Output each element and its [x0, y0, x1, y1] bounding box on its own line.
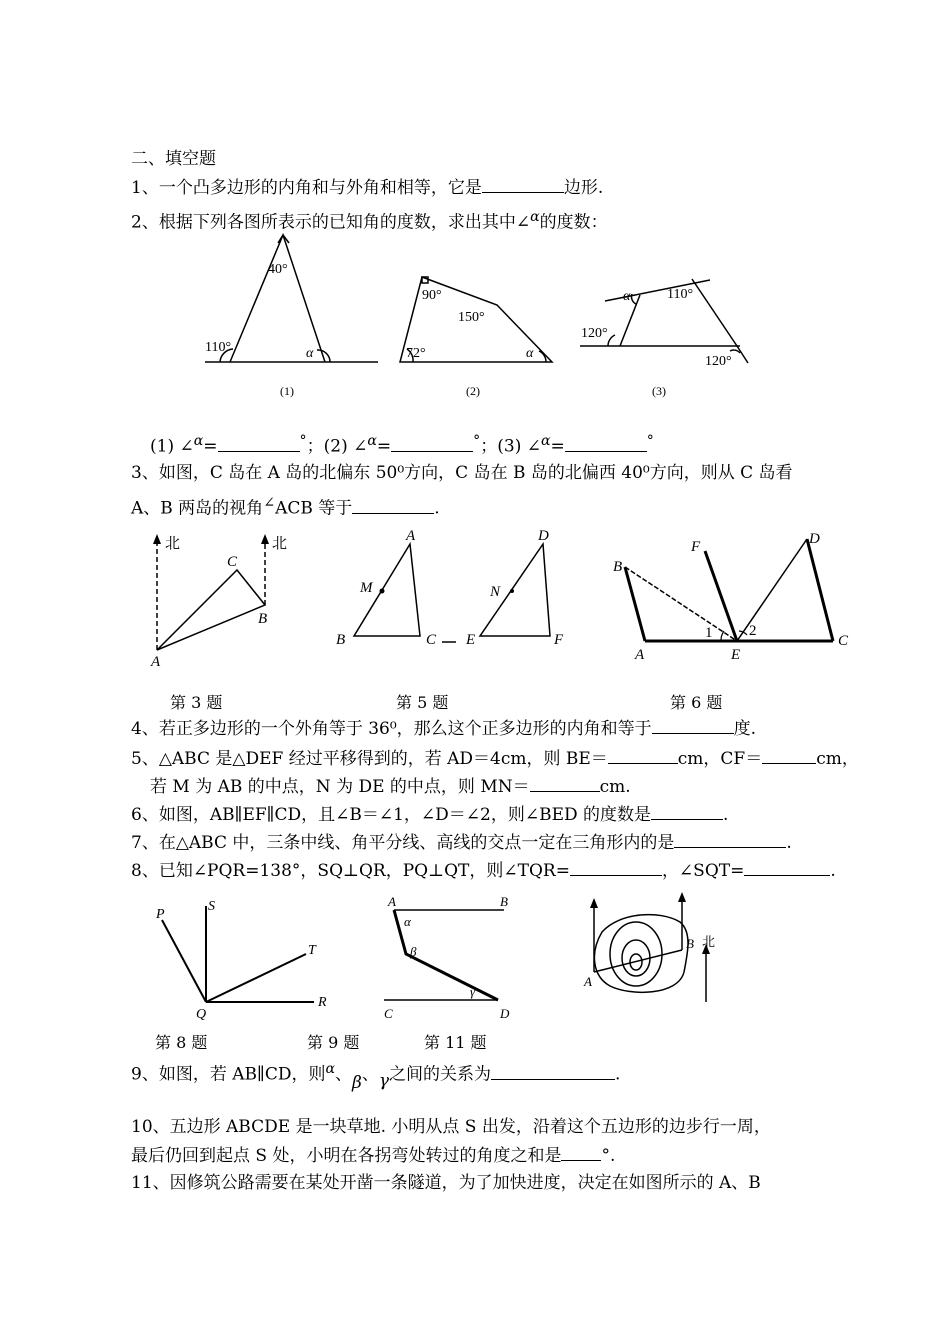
- caption-q8: 第 8 题: [155, 1033, 208, 1052]
- q6-blank[interactable]: [651, 803, 723, 820]
- q7-blank[interactable]: [674, 831, 786, 848]
- question-5-line1: [131, 747, 859, 770]
- q4-suffix: 度.: [733, 719, 757, 739]
- caption-q6: 第 6 题: [670, 693, 723, 712]
- alpha-symbol: α: [540, 433, 551, 449]
- q11-line1: 11、因修筑公路需要在某处开凿一条隧道，为了加快进度，决定在如图所示的 A、B: [131, 1173, 761, 1193]
- q1-text: 1、一个凸多边形的内角和与外角和相等，它是: [131, 178, 482, 198]
- q8-blank-sqt[interactable]: [744, 859, 830, 876]
- alpha-symbol: α: [325, 1061, 336, 1077]
- point-f-label: F: [554, 632, 564, 648]
- q3-line1: 3、如图，C 岛在 A 岛的北偏东 50⁰方向，C 岛在 B 岛的北偏西 40⁰方向，则从 C 岛看: [131, 463, 793, 483]
- q9-text: 9、如图，若 AB∥CD，则: [131, 1064, 326, 1085]
- q3-text-c: ACB 等于: [275, 498, 353, 519]
- point-b-label: B: [686, 936, 694, 951]
- question-8: [131, 859, 836, 882]
- point-d-label: D: [809, 531, 820, 547]
- point-b-label: B: [336, 632, 346, 648]
- north-label: 北: [165, 536, 181, 552]
- fig2-label: α: [623, 289, 631, 304]
- point-s-label: S: [208, 899, 215, 914]
- equals: =: [203, 436, 218, 457]
- degree: °: [299, 433, 307, 449]
- fig2-label: 110°: [205, 340, 232, 355]
- period: .: [615, 1064, 621, 1085]
- alpha-label: α: [404, 914, 411, 929]
- beta-symbol: β: [352, 1072, 362, 1093]
- point-d-label: D: [500, 1006, 510, 1021]
- q6-text: 6、如图，AB∥EF∥CD，且∠B＝∠1，∠D＝∠2，则∠BED 的度数是: [131, 805, 652, 825]
- fig2-label: 120°: [581, 326, 608, 341]
- point-b-label: B: [258, 611, 268, 627]
- q1-blank[interactable]: [482, 176, 564, 193]
- north-label: 北: [272, 536, 288, 552]
- caption-q11: 第 11 题: [424, 1033, 487, 1052]
- q2-text: 2、根据下列各图所表示的已知角的度数，求出其中∠: [131, 212, 531, 233]
- q2-answers: [150, 430, 654, 458]
- beta-label: β: [410, 944, 417, 959]
- figure-q2: [200, 225, 760, 410]
- figure-q9: [380, 892, 520, 1022]
- figure-q5: [330, 520, 590, 660]
- q5-cm1: cm，CF＝: [677, 749, 763, 769]
- point-p-label: P: [156, 907, 165, 922]
- q7-text: 7、在△ABC 中，三条中线、角平分线、高线的交点一定在三角形内的是: [131, 833, 675, 853]
- q10-text: 最后仍回到起点 S 处，小明在各拐弯处转过的角度之和是: [131, 1146, 562, 1166]
- point-a-label: A: [635, 647, 645, 663]
- point-d-label: D: [538, 528, 549, 544]
- q2-blank-1[interactable]: [218, 435, 300, 452]
- gamma-label: γ: [470, 984, 476, 999]
- figure-q3: [135, 520, 315, 670]
- point-f-label: F: [691, 539, 701, 555]
- period: .: [723, 805, 729, 825]
- point-c-label: C: [426, 632, 437, 648]
- separator: 、: [361, 1064, 379, 1085]
- fig2-label: 72°: [406, 346, 426, 361]
- gamma-symbol: γ: [378, 1070, 390, 1091]
- question-5-line2: [150, 775, 631, 798]
- point-m-label: M: [360, 580, 373, 596]
- angle-1-label: 1: [705, 625, 713, 641]
- point-n-label: N: [490, 584, 501, 600]
- north-label: 北: [702, 934, 716, 949]
- point-a-label: A: [151, 654, 161, 670]
- q5-text: 5、△ABC 是△DEF 经过平移得到的，若 AD＝4cm，则 BE＝: [131, 749, 608, 769]
- point-b-label: B: [500, 894, 508, 909]
- figure-q11: [580, 892, 730, 1012]
- point-b-label: B: [613, 559, 623, 575]
- point-a-label: A: [584, 974, 592, 989]
- q3-blank[interactable]: [352, 497, 434, 514]
- figure-q6: [605, 525, 865, 665]
- q4-text: 4、若正多边形的一个外角等于 36⁰，那么这个正多边形的内角和等于: [131, 719, 652, 739]
- degree: °: [646, 433, 654, 449]
- q10-line1: 10、五边形 ABCDE 是一块草地. 小明从点 S 出发，沿着这个五边形的边步行一周，: [131, 1117, 771, 1137]
- alpha-symbol: α: [193, 433, 204, 449]
- caption-q3: 第 3 题: [170, 693, 223, 712]
- q5-text2: 若 M 为 AB 的中点，N 为 DE 的中点，则 MN＝: [150, 777, 530, 797]
- point-a-label: A: [406, 528, 416, 544]
- fig2-label: 120°: [705, 354, 732, 369]
- question-1: [131, 176, 603, 199]
- q8-text: 8、已知∠PQR=138°，SQ⊥QR，PQ⊥QT，则∠TQR=: [131, 861, 570, 881]
- fig2-label: α: [526, 346, 534, 361]
- q9-suffix: 之间的关系为: [389, 1064, 492, 1085]
- q4-blank[interactable]: [652, 717, 734, 734]
- q5-cm2: cm，: [816, 749, 859, 769]
- q2-blank-3[interactable]: [565, 435, 647, 452]
- fig2-label: 90°: [422, 288, 442, 303]
- fig2-caption: (2): [466, 384, 480, 398]
- separator: 、: [335, 1064, 353, 1085]
- q1-suffix: 边形.: [563, 178, 604, 198]
- point-e-label: E: [466, 632, 476, 648]
- fig2-caption: (1): [280, 384, 294, 398]
- q2-alpha: α: [530, 209, 540, 225]
- q5-blank-cf[interactable]: [762, 747, 816, 764]
- figure-q8: [150, 892, 330, 1022]
- q3-text-a: A、B 两岛的视角: [131, 498, 264, 519]
- point-c-label: C: [838, 633, 849, 649]
- degree: °: [473, 433, 481, 449]
- q2-blank-2[interactable]: [391, 435, 473, 452]
- point-t-label: T: [308, 943, 316, 958]
- caption-q5: 第 5 题: [396, 693, 449, 712]
- question-7: [131, 831, 792, 854]
- q8-mid: ，∠SQT=: [661, 861, 745, 881]
- fig2-label: 110°: [667, 287, 694, 302]
- question-6: [131, 803, 728, 826]
- q10-line2: [131, 1144, 615, 1167]
- q8-blank-tqr[interactable]: [570, 859, 662, 876]
- q10-end: °.: [601, 1146, 616, 1166]
- q3-line2: [131, 492, 440, 520]
- fig2-label: α: [306, 346, 314, 361]
- q2-suffix: 的度数：: [539, 212, 608, 233]
- period: .: [786, 833, 792, 853]
- q2-ans-1-label: (1) ∠: [150, 436, 194, 457]
- equals: =: [376, 436, 392, 457]
- fig2-label: 40°: [268, 262, 288, 277]
- q5-blank-be[interactable]: [608, 747, 678, 764]
- q2-ans-2-label: ；(2) ∠: [306, 436, 368, 457]
- fig2-caption: (3): [652, 384, 666, 398]
- period: .: [434, 498, 440, 519]
- q2-ans-3-label: ；(3) ∠: [480, 436, 541, 457]
- q10-blank[interactable]: [561, 1144, 601, 1161]
- point-q-label: Q: [196, 1007, 207, 1022]
- equals: =: [550, 436, 565, 457]
- alpha-symbol: α: [367, 433, 377, 449]
- angle-symbol: ∠: [263, 495, 276, 511]
- angle-2-label: 2: [749, 623, 757, 639]
- caption-q9: 第 9 题: [307, 1033, 360, 1052]
- point-a-label: A: [388, 894, 396, 909]
- fig2-label: 150°: [458, 310, 485, 325]
- point-r-label: R: [318, 995, 327, 1010]
- q9-blank[interactable]: [491, 1063, 615, 1080]
- period: .: [830, 861, 836, 881]
- point-c-label: C: [227, 554, 238, 570]
- question-9: [131, 1058, 621, 1093]
- q5-cm3: cm.: [599, 777, 631, 797]
- question-4: [131, 717, 756, 740]
- section-title: 二、填空题: [131, 149, 216, 169]
- point-c-label: C: [384, 1006, 393, 1021]
- point-e-label: E: [731, 647, 741, 663]
- q5-blank-mn[interactable]: [530, 775, 600, 792]
